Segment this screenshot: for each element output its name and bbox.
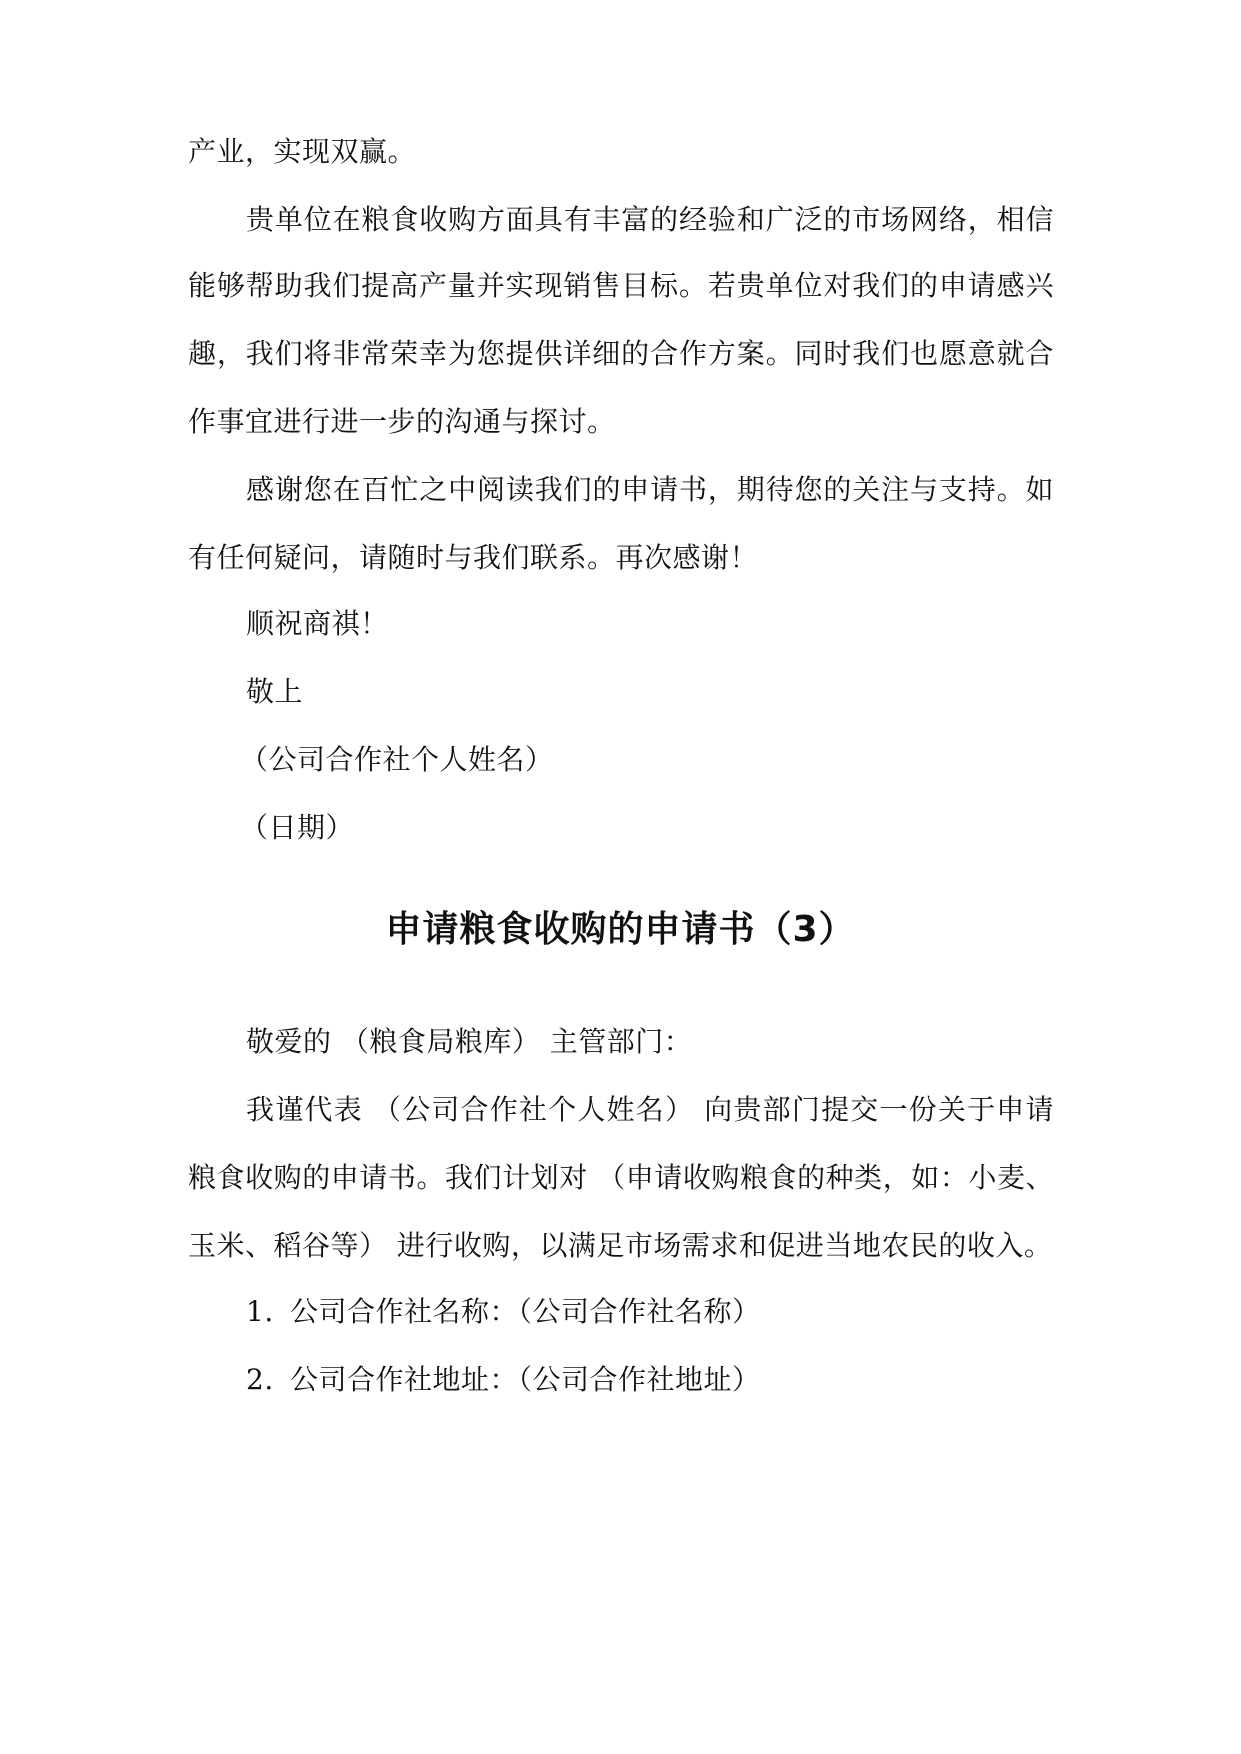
paragraph-line: 我谨代表 （公司合作社个人姓名） 向贵部门提交一份关于申请 — [246, 1093, 1054, 1126]
paragraph-line: 感谢您在百忙之中阅读我们的申请书，期待您的关注与支持。如 — [246, 473, 1054, 506]
date-line: （日期） — [240, 811, 355, 844]
paragraph-line: 趣，我们将非常荣幸为您提供详细的合作方案。同时我们也愿意就合 — [188, 337, 1054, 370]
signature-line: （公司合作社个人姓名） — [240, 743, 554, 776]
list-item-number: 1. — [246, 1295, 274, 1328]
list-item-text: 公司合作社名称：（公司合作社名称） — [290, 1295, 761, 1328]
paragraph-line: 有任何疑问，请随时与我们联系。再次感谢！ — [188, 541, 759, 574]
paragraph-line: 作事宜进行进一步的沟通与探讨。 — [188, 405, 616, 438]
respect-line: 敬上 — [246, 675, 304, 708]
list-item — [246, 1360, 761, 1400]
list-item — [246, 1292, 761, 1332]
paragraph-line: 粮食收购的申请书。我们计划对 （申请收购粮食的种类，如：小麦、 — [188, 1161, 1054, 1194]
paragraph-line: 贵单位在粮食收购方面具有丰富的经验和广泛的市场网络，相信 — [246, 203, 1054, 236]
list-item-number: 2. — [246, 1363, 274, 1396]
list-item-text: 公司合作社地址：（公司合作社地址） — [290, 1363, 761, 1396]
paragraph-line: 能够帮助我们提高产量并实现销售目标。若贵单位对我们的申请感兴 — [188, 269, 1054, 302]
section-title: 申请粮食收购的申请书（3） — [385, 909, 856, 950]
salutation-line: 敬爱的 （粮食局粮库） 主管部门： — [246, 1025, 693, 1058]
paragraph-line: 玉米、稻谷等） 进行收购，以满足市场需求和促进当地农民的收入。 — [188, 1229, 1053, 1262]
closing-line: 顺祝商祺！ — [246, 607, 389, 640]
paragraph-line: 产业，实现双赢。 — [188, 135, 417, 168]
